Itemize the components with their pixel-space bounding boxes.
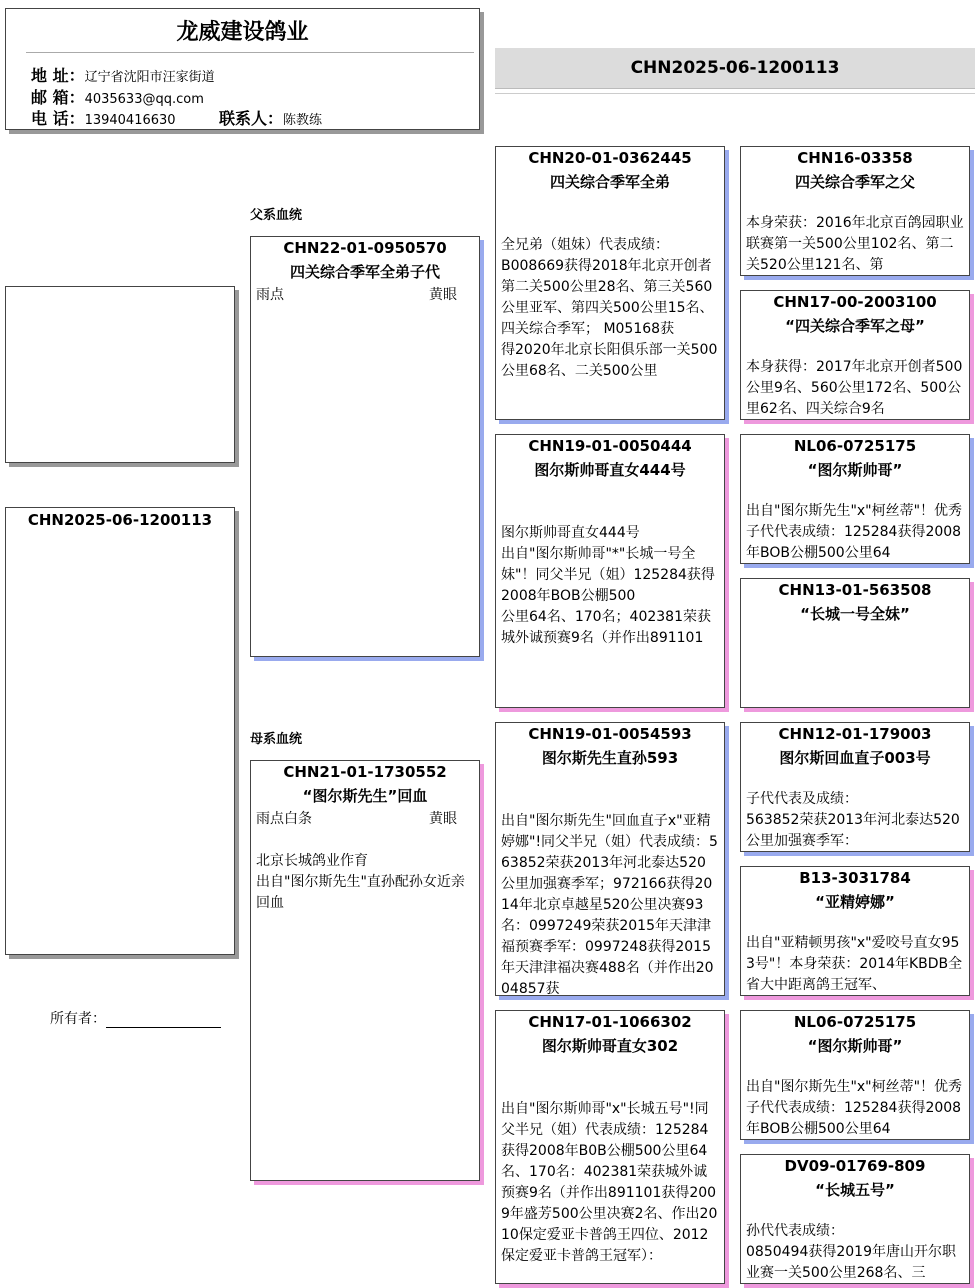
- great-grandparent-desc: 子代代表及成绩： 563852荣获2013年河北泰达520公里加强赛季军：: [746, 791, 960, 849]
- contact-label: 联系人：: [219, 109, 284, 128]
- email-value: 4035633@qq.com: [84, 92, 204, 107]
- great-grandparent-desc: 出自"图尔斯先生"x"柯丝蒂"！优秀子代代表成绩：125284获得2008年BOB公棚500公里64: [746, 1079, 963, 1137]
- subject-ring: CHN2025-06-1200113: [27, 511, 213, 529]
- phone-row: [31, 106, 176, 129]
- great-grandparent-card: [740, 146, 970, 276]
- email-row: [31, 85, 204, 108]
- grandparent-ring: CHN19-01-0050444: [528, 437, 692, 455]
- grandparent-ring: CHN19-01-0054593: [528, 725, 692, 743]
- sire-title: 四关综合季军全弟子代: [289, 263, 440, 281]
- grandparent-title: 图尔斯先生直孙593: [541, 749, 679, 767]
- great-grandparent-title: “图尔斯帅哥”: [807, 461, 903, 479]
- great-grandparent-title: “长城一号全妹”: [800, 605, 910, 623]
- great-grandparent-card: [740, 290, 970, 420]
- bird-photo-frame: [5, 286, 235, 463]
- great-grandparent-title: 四关综合季军之父: [794, 173, 915, 191]
- dam-pattern: 雨点白条: [256, 811, 312, 827]
- dam-desc: 北京长城鸽业作育 出自"图尔斯先生"直孙配孙女近亲回血: [256, 853, 465, 911]
- top-ring: CHN2025-06-1200113: [630, 58, 840, 78]
- dam-eye: 黄眼: [429, 811, 457, 827]
- sire-line-label: 父系血统: [250, 208, 303, 223]
- great-grandparent-ring: NL06-0725175: [793, 437, 917, 455]
- grandparent-card: [495, 722, 725, 996]
- subject-card: [5, 507, 235, 955]
- great-grandparent-desc: 本身获得：2017年北京开创者500公里9名、560公里172名、500公里62名、四关综合9名: [746, 359, 963, 417]
- header-card: [5, 8, 480, 130]
- great-grandparent-card: [740, 434, 970, 564]
- great-grandparent-desc: 本身荣获：2016年北京百鸽园职业联赛第一关500公里102名、第二关520公里121名、第: [746, 215, 964, 273]
- address-label: 地 址：: [31, 66, 85, 85]
- grandparent-title: 图尔斯帅哥直女302: [541, 1037, 679, 1055]
- dam-ring: CHN21-01-1730552: [283, 763, 447, 781]
- address-row: [31, 63, 215, 86]
- owner-label: 所有者：: [50, 1011, 106, 1027]
- grandparent-ring: CHN17-01-1066302: [528, 1013, 692, 1031]
- top-banner-rule: [495, 93, 975, 94]
- address-value: 辽宁省沈阳市汪家街道: [84, 70, 215, 85]
- phone-label: 电 话：: [31, 109, 85, 128]
- grandparent-card: [495, 146, 725, 420]
- great-grandparent-card: [740, 1154, 970, 1284]
- sire-pattern: 雨点: [256, 287, 284, 303]
- dam-title: “图尔斯先生”回血: [302, 787, 428, 805]
- sire-ring: CHN22-01-0950570: [283, 239, 447, 257]
- great-grandparent-ring: CHN17-00-2003100: [773, 293, 937, 311]
- great-grandparent-title: 图尔斯回血直子003号: [779, 749, 931, 767]
- loft-name: 龙威建设鸽业: [176, 20, 309, 45]
- grandparent-desc: 全兄弟（姐妹）代表成绩： B008669获得2018年北京开创者 第二关500公里28名、第三关560公里亚军、第四关500公里15名、四关综合季军； M05168获 得2020年北京长阳俱乐部一关500公里68名、二关500公里: [501, 237, 718, 379]
- grandparent-desc: 图尔斯帅哥直女444号 出自"图尔斯帅哥"*"长城一号全妹"！同父半兄（姐）125284获得2008年BOB公棚500 公里64名、170名；402381荣获 城外诚预赛9名（并作出891101: [501, 525, 715, 646]
- great-grandparent-ring: NL06-0725175: [793, 1013, 917, 1031]
- grandparent-card: [495, 1010, 725, 1284]
- top-ring-banner: [495, 48, 975, 89]
- great-grandparent-title: “亚精婷娜”: [815, 893, 895, 911]
- grandparent-title: 图尔斯帅哥直女444号: [534, 461, 686, 479]
- great-grandparent-ring: CHN13-01-563508: [778, 581, 932, 599]
- contact-row: [219, 106, 322, 129]
- owner-line: [50, 1008, 221, 1028]
- great-grandparent-card: [740, 578, 970, 708]
- contact-value: 陈教练: [283, 113, 323, 128]
- grandparent-card: [495, 434, 725, 708]
- grandparent-ring: CHN20-01-0362445: [528, 149, 692, 167]
- owner-blank[interactable]: [106, 1013, 221, 1028]
- great-grandparent-card: [740, 722, 970, 852]
- great-grandparent-title: “四关综合季军之母”: [785, 317, 925, 335]
- great-grandparent-card: [740, 1010, 970, 1140]
- great-grandparent-desc: 出自"图尔斯先生"x"柯丝蒂"！优秀子代代表成绩：125284获得2008年BOB公棚500公里64: [746, 503, 963, 561]
- great-grandparent-ring: CHN16-03358: [797, 149, 913, 167]
- header-divider: [26, 52, 474, 53]
- great-grandparent-title: “长城五号”: [815, 1181, 895, 1199]
- phone-value: 13940416630: [84, 113, 176, 128]
- grandparent-title: 四关综合季军全弟: [549, 173, 670, 191]
- dam-line-label: 母系血统: [250, 732, 303, 747]
- email-label: 邮 箱：: [31, 88, 85, 107]
- great-grandparent-card: [740, 866, 970, 996]
- dam-card: [250, 760, 480, 1181]
- great-grandparent-ring: B13-3031784: [799, 869, 911, 887]
- great-grandparent-title: “图尔斯帅哥”: [807, 1037, 903, 1055]
- great-grandparent-ring: DV09-01769-809: [784, 1157, 926, 1175]
- great-grandparent-desc: 孙代代表成绩： 0850494获得2019年唐山开尔职业赛一关500公里268名、三: [746, 1223, 956, 1281]
- great-grandparent-ring: CHN12-01-179003: [778, 725, 932, 743]
- grandparent-desc: 出自"图尔斯先生"回血直子x"亚精婷娜"!同父半兄（姐）代表成绩：563852荣获2013年河北泰达520公里加强赛季军；972166获得2014年北京卓越星520公里决赛93名：0997249荣获2015年天津津福预赛季军：0997248获得2015年天津津福决赛488名（并作出2004857获: [501, 813, 718, 996]
- sire-card: [250, 236, 480, 657]
- sire-eye: 黄眼: [429, 287, 457, 303]
- grandparent-desc: 出自"图尔斯帅哥"x"长城五号"!同父半兄（姐）代表成绩：125284获得2008年B0B公棚500公里64名、170名：402381荣获城外诚预赛9名（并作出891101获得2009年盛芳500公里决赛2名、作出2010保定爱亚卡普鸽王四位、2012保定爱亚卡普鸽王冠军）：: [501, 1101, 718, 1264]
- great-grandparent-desc: 出自"亚精顿男孩"x"爱咬号直女953号"！本身荣获：2014年KBDB全省大中距离鸽王冠军、: [746, 935, 963, 993]
